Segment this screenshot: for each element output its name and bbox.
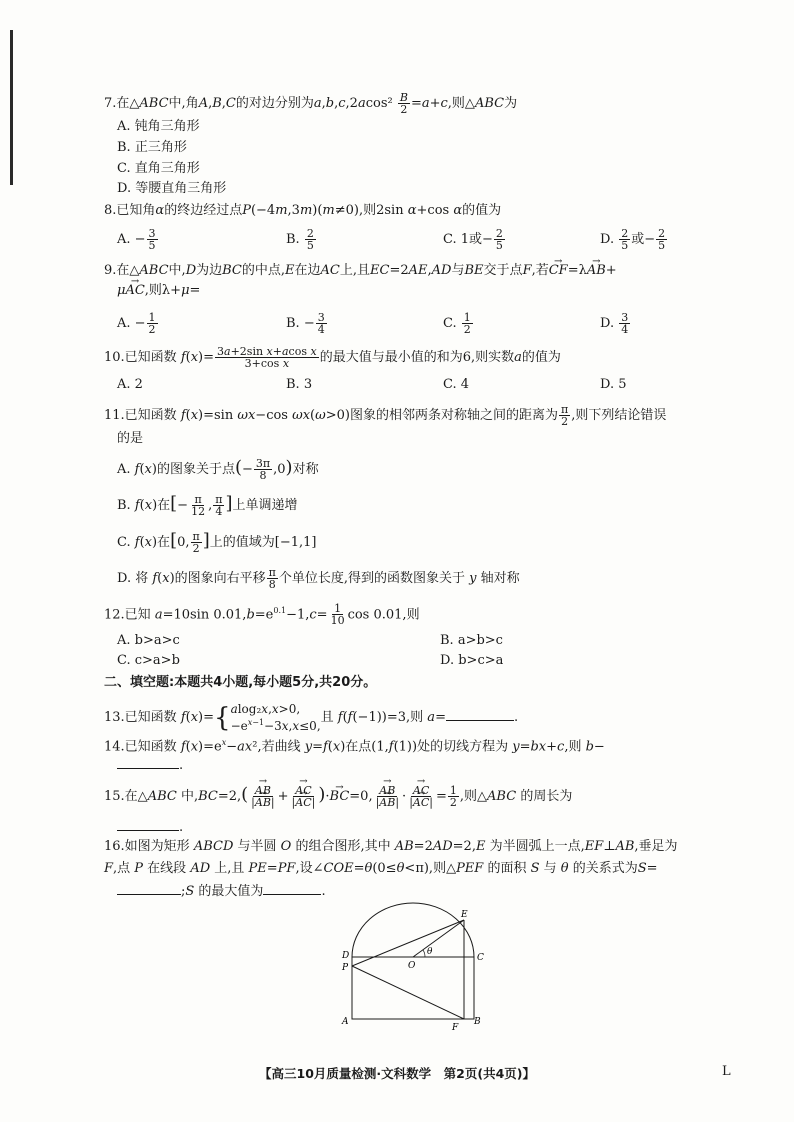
q7-option-d: D. 等腰直角三角形 xyxy=(117,181,227,196)
page-footer: 【高三10月质量检测·文科数学 第2页(共4页)】 xyxy=(259,1066,535,1081)
figure-label-f: F xyxy=(452,1023,459,1033)
q7-option-b: B. 正三角形 xyxy=(117,140,187,155)
q16-stem-line3: ;S 的最大值为 . xyxy=(117,882,326,901)
q8-stem: 8.已知角α的终边经过点P(−4m,3m)(m≠0),则2sin α+cos α的值为 xyxy=(104,203,502,218)
figure-label-c: C xyxy=(477,953,484,963)
q8-option-b: B. $\frac{2}{5}$ xyxy=(286,227,314,252)
figure-label-a: A xyxy=(342,1017,349,1027)
q10-option-d: D. 5 xyxy=(600,377,627,392)
section-fill-in-title: 二、填空题:本题共4小题,每小题5分,共20分。 xyxy=(104,675,377,690)
q16-stem-line1: 16.如图为矩形 ABCD 与半圆 O 的组合图形,其中 AB=2AD=2,E 为半圆弧上一点,EF⊥AB,垂足为 xyxy=(104,839,678,854)
q8-option-c: C. 1或− $\frac{2}{5}$ xyxy=(443,227,503,252)
q11-option-c: C. f(x)在[0, $\frac{\pi}{2}$ ]上的值域为[−1,1] xyxy=(117,530,317,555)
q14-stem-line1: 14.已知函数 $f(x)=e^x-ax^2$,若曲线 y=f(x)在点(1,f(1))处的切线方程为 y=bx+c,则 b− xyxy=(104,738,605,755)
figure-label-theta: θ xyxy=(427,947,433,957)
q14-period: . xyxy=(179,758,184,773)
q10-option-a: A. 2 xyxy=(117,377,143,392)
figure-label-d: D xyxy=(342,951,350,961)
q7-option-c: C. 直角三角形 xyxy=(117,161,200,176)
q10-option-c: C. 4 xyxy=(443,377,470,392)
q8-option-d: D. $\frac{2}{5}$ 或− $\frac{2}{5}$ xyxy=(600,227,666,252)
q12-option-d: D. b>c>a xyxy=(440,653,504,668)
q8-option-a: A. − $\frac{3}{5}$ xyxy=(117,227,156,252)
q10-option-b: B. 3 xyxy=(286,377,313,392)
q7-option-a: A. 钝角三角形 xyxy=(117,119,200,134)
figure-label-o: O xyxy=(408,961,416,971)
q12-option-a: A. b>a>c xyxy=(117,633,180,648)
q14-stem-line2 xyxy=(117,756,183,775)
q9-stem-line1: 9.在△ABC中,D为边BC的中点,E在边AC上,且EC=2AE,AD与BE交于点F,若→ CF=λ→ AB+ xyxy=(104,262,617,280)
q9-option-a: A. − $\frac{1}{2}$ xyxy=(117,311,156,336)
figure-label-b: B xyxy=(474,1017,481,1027)
q12-stem: 12.已知 a=10sin $0.01,b=e^{0.1}-1,c=$ $\frac{1}{10}$ cos 0.01,则 xyxy=(104,602,420,628)
q15-blank: . xyxy=(117,818,183,837)
q7-stem: 7.在△ABC中,角A,B,C的对边分别为a,b,c,2acos² $\frac{B}{2}$ =a+c,则△ABC为 xyxy=(104,91,518,116)
q9-option-d: D. $\frac{3}{4}$ xyxy=(600,311,629,336)
figure-label-p: P xyxy=(342,963,349,973)
q11-stem-line2: 的是 xyxy=(117,431,144,446)
q11-option-a: A. f(x)的图象关于点(− $\frac{3\pi}{8}$ ,0)对称 xyxy=(117,457,319,482)
q10-stem: 10.已知函数 f(x)= $\frac{\text{3a+2sin x+acos x}}{\text{3+cos x}}$ 的最大值与最小值的和为6,则实数a的值为 xyxy=(104,345,561,370)
q9-option-b: B. − $\frac{3}{4}$ xyxy=(286,311,325,336)
q11-option-d: D. 将 f(x)的图象向右平移 $\frac{\pi}{8}$ 个单位长度,得到的函数图象关于 y 轴对称 xyxy=(117,566,520,591)
q11-option-b: B. f(x)在[− $\frac{\pi}{12}$ , $\frac{\pi}{4}$ ]上单调递增 xyxy=(117,493,298,518)
geometry-figure xyxy=(330,900,500,1036)
q12-option-c: C. c>a>b xyxy=(117,653,180,668)
figure-label-e: E xyxy=(461,910,468,920)
q15-stem: 15.在△ABC 中,BC=2,( → $\frac{AB}{|\to AB|}$ + → $\frac{AC}{|\to AC|}$ )·→ BC=0, → $\frac{AB}{|\to AB|}$ · → $\frac{AC}{|\to AC|}$ = $\frac{1}{2}$ ,则△ABC 的周长为 xyxy=(104,785,572,808)
q16-stem-line2: F,点 P 在线段 AD 上,且 PE=PF,设∠COE=θ(0≤θ<π),则△PEF 的面积 S 与 θ 的关系式为S= xyxy=(104,861,658,876)
q9-option-c: C. $\frac{1}{2}$ xyxy=(443,311,471,336)
q11-stem-line1: 11.已知函数 f(x)=sin ωx−cos ωx(ω>0)图象的相邻两条对称轴之间的距离为 $\frac{\pi}{2}$ ,则下列结论错误 xyxy=(104,403,667,428)
corner-mark: L xyxy=(722,1064,731,1079)
q12-option-b: B. a>b>c xyxy=(440,633,503,648)
binding-line xyxy=(10,30,13,185)
q13-stem: 13.已知函数 f(x)= { alog₂x,x>0, $-e^{x-1}-3x,x\le 0$, 且 f(f(−1))=3,则 a= . xyxy=(104,702,519,733)
q9-stem-line2: μ→ AC,则λ+μ= xyxy=(117,282,200,300)
